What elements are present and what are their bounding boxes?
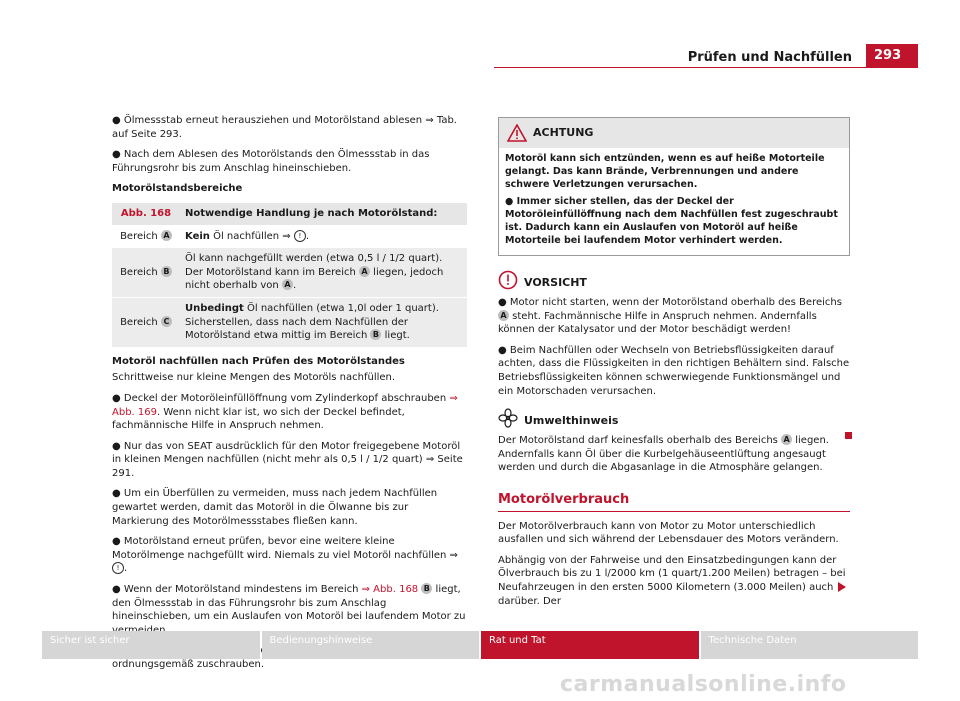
warning-bullet: ● Immer sicher stellen, das der Deckel der Motoröleinfüllöffnung nach dem Nachfüllen fest zugeschraubt ist. Dadurch kann ein Auslaufen von Motoröl auf heiße Motorteile bei laufendem Motor verhindert werden. — [505, 196, 838, 246]
flower-icon — [498, 408, 518, 428]
caution-bullet: ● Motor nicht starten, wenn der Motorölstand oberhalb des Bereichs A steht. Fachmännische Hilfe in Anspruch nehmen. Andernfalls können der Katalysator und der Motor beschädigt werden! — [498, 297, 842, 336]
table-title: Motorölstandsbereiche — [112, 183, 243, 195]
footer-nav — [42, 631, 918, 659]
marker-a: A — [781, 434, 792, 445]
paragraph: Abhängig von der Fahrweise und den Einsatzbedingungen kann der Ölverbrauch bis zu 1 l/2000 km (1 quart/1.200 Meilen) betragen – bei Neufahrzeugen in den ersten 5000 Kilometern (3.000 Meilen) auch darüber. Der — [498, 554, 846, 607]
bullet-item: ● Wenn der Motorölstand mindestens im Bereich ⇒ Abb. 168 B liegt, den Ölmessstab in das Führungsrohr bis zum Anschlag hineinschieben, um ein Auslaufen von Motoröl bei laufendem Motor zu — [112, 583, 467, 637]
warning-triangle-icon — [507, 124, 527, 142]
table-cell-action — [180, 225, 467, 248]
table-cell-range — [112, 297, 180, 346]
continue-arrow-icon — [838, 582, 846, 592]
warning-body — [499, 148, 849, 255]
end-of-section-marker — [845, 432, 852, 439]
footer-tab-safety[interactable]: Sicher ist sicher — [42, 631, 260, 659]
range-label: Bereich — [120, 230, 158, 242]
bullet-item: ● Ölmessstab erneut herausziehen und Motorölstand ablesen ⇒ Tab. auf Seite 293. — [112, 115, 457, 140]
bullet-item: ● Deckel der Motoröleinfüllöffnung vom Zylinderkopf abschrauben ⇒ Abb. 169. Wenn nicht klar ist, wo sich der Deckel befindet, fachmännische Hilfe in Anspruch nehmen. — [112, 392, 458, 432]
environment-text — [498, 434, 850, 475]
figure-link[interactable]: ⇒ Abb. 168 — [361, 584, 419, 596]
environment-title: Umwelthinweis — [524, 414, 619, 428]
page-header-title: Prüfen und Nachfüllen — [687, 50, 852, 65]
action-tail: liegt. — [381, 330, 410, 342]
bullet-text: Wenn der Motorölstand mindestens im Bereich — [123, 584, 362, 596]
action-tail: . — [292, 280, 297, 292]
bullet-item: ● Motorölstand erneut prüfen, bevor eine weitere kleine Motorölmenge nachgefüllt wird. Niemals zu viel Motoröl nachfüllen ⇒ ! . — [112, 536, 458, 575]
watermark: carmanualsonline.info — [560, 672, 847, 697]
figure-link[interactable]: ⇒ Abb. 169 — [112, 392, 458, 418]
action-tail: . — [305, 230, 310, 242]
env-text: Der Motorölstand darf keinesfalls oberhalb des Bereichs — [498, 435, 782, 447]
bullet-text: Motorölstand erneut prüfen, bevor eine weitere kleine Motorölmenge nachgefüllt wird. Niemals zu viel Motoröl nachfüllen ⇒ — [112, 536, 458, 561]
table-cell-action — [180, 297, 467, 346]
table-cell-range — [112, 225, 180, 248]
marker-b: B — [421, 583, 432, 594]
bullet-text: Nur das von SEAT ausdrücklich für den Motor freigegebene Motoröl in kleinen Mengen nachfüllen (nicht mehr als 0,5 l / 1/2 quart) ⇒ Seite 291. — [112, 440, 463, 479]
range-label: Bereich — [120, 316, 158, 328]
bullet-text: liegt, den Ölmessstab in das Führungsrohr bis zum Anschlag hineinschieben, um ein Auslaufen von Motoröl bei laufendem Motor zu — [112, 584, 466, 623]
bullet-text: Ölmessstab erneut herausziehen und Motorölstand ablesen ⇒ Tab. auf Seite 293. — [112, 115, 457, 140]
bullet-text: Nach dem Ablesen des Motorölstands den Ölmessstab in das Führungsrohr bis zum Anschlag hineinschieben. — [112, 149, 430, 174]
env-text: liegen. Andernfalls kann Öl über die Kurbelgehäuseentlüftung angesaugt werden und durch die Abgasanlage in die Atmosphäre gelangen. — [498, 435, 829, 474]
page-number: 293 — [866, 44, 918, 68]
paragraph: Der Motorölverbrauch kann von Motor zu Motor unterschiedlich ausfallen und sich während der Lebensdauer des Motors verändern. — [498, 520, 839, 546]
caution-text: steht. Fachmännische Hilfe in Anspruch nehmen. Andernfalls können der Katalysator und der Motor beschädigt werden! — [498, 310, 817, 336]
caution-text: Motor nicht starten, wenn der Motorölstand oberhalb des Bereichs — [509, 297, 842, 308]
subheading: Motoröl nachfüllen nach Prüfen des Motorölstandes — [112, 355, 405, 367]
table-cell-range — [112, 248, 180, 298]
environment-header — [498, 408, 850, 430]
warning-header — [499, 118, 849, 148]
bullet-item: ● Nur das von SEAT ausdrücklich für den Motor freigegebene Motoröl in kleinen Mengen nachfüllen (nicht mehr als 0,5 l / 1/2 quart) ⇒ Seite 291. — [112, 440, 463, 479]
oil-level-table — [112, 203, 467, 347]
emphasis-text: Unbedingt — [185, 302, 244, 314]
bullet-item: ● Um ein Überfüllen zu vermeiden, muss nach jedem Nachfüllen gewartet werden, damit das Motoröl in die Ölwanne bis zur Markierung des Motorölmessstabes fließen kann. — [112, 488, 438, 527]
header-rule — [494, 67, 918, 68]
range-label: Bereich — [120, 266, 158, 278]
footer-tab-advice[interactable]: Rat und Tat — [481, 631, 699, 659]
table-header-action: Notwendige Handlung je nach Motorölstand: — [180, 203, 467, 225]
table-cell-action — [180, 248, 467, 298]
right-column — [498, 117, 850, 615]
info-icon[interactable]: ! — [112, 562, 124, 574]
marker-b: B — [370, 329, 381, 340]
left-column — [112, 114, 467, 679]
info-icon[interactable]: ! — [294, 230, 306, 242]
table-header-fig[interactable]: Abb. 168 — [112, 203, 180, 225]
footer-tab-technical[interactable]: Technische Daten — [701, 631, 919, 659]
caution-icon — [498, 270, 518, 290]
emphasis-text: Kein — [185, 230, 210, 242]
action-text: liegen, jedoch nicht oberhalb von — [185, 266, 444, 292]
marker-a: A — [359, 266, 370, 277]
marker-a: A — [498, 310, 509, 321]
table-row — [112, 225, 467, 248]
table-row — [112, 297, 467, 346]
footer-tab-operation[interactable]: Bedienungshinweise — [262, 631, 480, 659]
warning-title: ACHTUNG — [533, 126, 594, 139]
action-text: Öl kann nachgefüllt werden (etwa 0,5 l / 1/2 quart). Der Motorölstand kann im Bereich — [185, 253, 443, 278]
marker-b: B — [161, 266, 172, 277]
caution-title: VORSICHT — [524, 276, 587, 289]
table-row — [112, 248, 467, 298]
bullet-text: ordnungsgemäß zuschrauben. — [112, 659, 265, 670]
warning-text: Immer sicher stellen, das der Deckel der Motoröleinfüllöffnung nach dem Nachfüllen fest zugeschraubt ist. Dadurch kann ein Auslaufen von Motoröl auf heiße Motorteile bei laufendem Motor verhindert werden. — [505, 196, 838, 246]
marker-a: A — [282, 279, 293, 290]
intro-text: Schrittweise nur kleine Mengen des Motoröls nachfüllen. — [112, 372, 396, 384]
marker-a: A — [161, 230, 172, 241]
bullet-text: . Wenn nicht klar ist, wo sich der Deckel befindet, fachmännische Hilfe in Anspruch nehmen. — [112, 406, 405, 432]
bullet-text: Deckel der Motoröleinfüllöffnung vom Zylinderkopf abschrauben — [123, 392, 450, 404]
caution-header — [498, 270, 850, 292]
bullet-item: ● Nach dem Ablesen des Motorölstands den Ölmessstab in das Führungsrohr bis zum Anschlag hineinschieben. — [112, 149, 430, 174]
warning-text: Motoröl kann sich entzünden, wenn es auf heiße Motorteile gelangt. Das kann Brände, Verbrennungen und andere schwere Verletzungen verursachen. — [505, 153, 825, 190]
warning-box — [498, 117, 850, 256]
caution-bullet: ● Beim Nachfüllen oder Wechseln von Betriebsflüssigkeiten darauf achten, dass die Flüssigkeiten in den richtigen Behältern sind. Falsche Betriebsflüssigkeiten können schwerwiegende Funktionsmängel und ein Motorschaden verursachen. — [498, 344, 850, 397]
action-text: Öl nachfüllen ⇒ — [209, 230, 294, 242]
bullet-text: . — [124, 563, 128, 575]
caution-text: Beim Nachfüllen oder Wechseln von Betriebsflüssigkeiten darauf achten, dass die Flüssigkeiten in den richtigen Behältern sind. Falsche Betriebsflüssigkeiten können schwerwiegende Funktionsmängel und ein Motorschaden verursachen. — [498, 344, 850, 397]
action-text: Öl nachfüllen (etwa 1,0l oder 1 quart). Sicherstellen, dass nach dem Nachfüllen der Motorölstand etwa mittig im Bereich — [185, 302, 439, 342]
marker-c: C — [161, 316, 172, 327]
bullet-text: Um ein Überfüllen zu vermeiden, muss nach jedem Nachfüllen gewartet werden, damit das Motoröl in die Ölwanne bis zur Markierung des Motorölmessstabes fließen kann. — [112, 488, 438, 527]
section-heading: Motorölverbrauch — [498, 493, 850, 512]
